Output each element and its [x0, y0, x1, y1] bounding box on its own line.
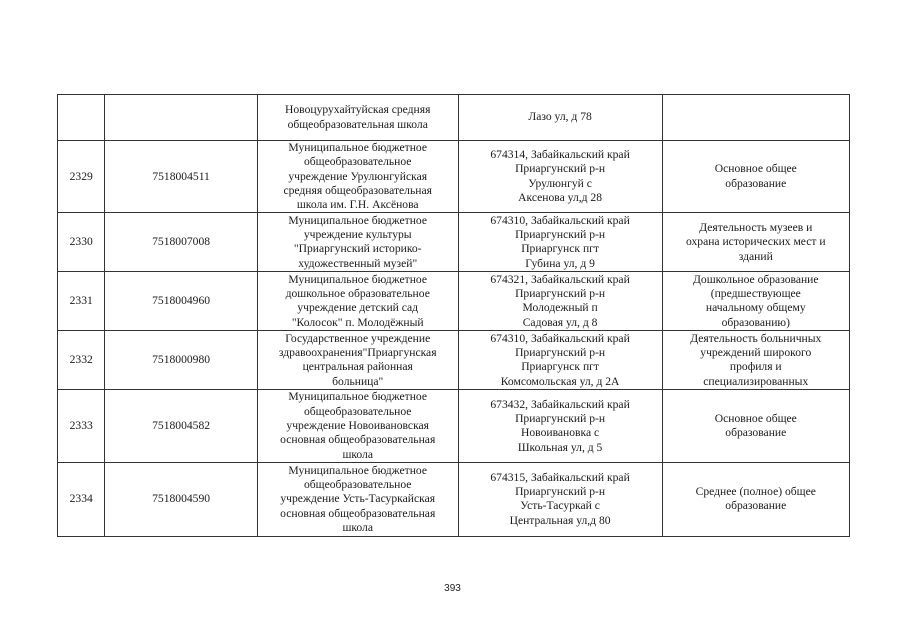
page-number: 393 [444, 583, 461, 594]
activity-line: Основное общее [714, 162, 797, 176]
row-number-cell [58, 95, 105, 141]
activity-line: Основное общее [714, 411, 797, 425]
organization-name-cell [257, 331, 458, 390]
activity-line: учреждений широкого [700, 346, 812, 360]
address-line: Приаргунский р-н [515, 411, 606, 425]
organization-name-line: основная общеобразовательная [280, 433, 436, 447]
inn-cell: 7518000980 [105, 331, 257, 390]
address-cell [458, 141, 662, 213]
organization-name-line: здравоохранения"Приаргунская [278, 346, 437, 360]
row-number-cell: 2334 [58, 462, 105, 536]
organization-name-line: Муниципальное бюджетное [288, 390, 427, 404]
organization-name-line: больница" [332, 374, 384, 388]
activity-cell [662, 95, 849, 141]
activity-cell [662, 141, 849, 213]
table-row [58, 95, 850, 141]
inn-cell: 7518007008 [105, 213, 257, 272]
address-line: Комсомольская ул, д 2А [500, 374, 620, 388]
address-line: Центральная ул,д 80 [509, 513, 611, 527]
organization-name-line: Муниципальное бюджетное [288, 463, 427, 477]
organizations-table [57, 94, 850, 537]
organization-name-line: школа им. Г.Н. Аксёнова [296, 198, 419, 212]
activity-line: образование [725, 176, 787, 190]
organization-name-line: учреждение детский сад [297, 301, 419, 315]
organization-name-cell [257, 213, 458, 272]
organization-name-line: учреждение Новоивановская [286, 419, 430, 433]
address-line: Молодежный п [522, 301, 598, 315]
table-body [58, 95, 850, 537]
activity-cell [662, 272, 849, 331]
table-row [58, 331, 850, 390]
activity-line: охрана исторических мест и [685, 235, 826, 249]
table-row [58, 462, 850, 536]
table-row [58, 141, 850, 213]
organization-name-line: Муниципальное бюджетное [288, 272, 427, 286]
activity-cell [662, 213, 849, 272]
organization-name-line: школа [342, 520, 373, 534]
address-line: Приаргунский р-н [515, 485, 606, 499]
organization-name-line: центральная районная [302, 360, 413, 374]
address-cell [458, 95, 662, 141]
address-line: Приаргунский р-н [515, 287, 606, 301]
address-line: Приаргунский р-н [515, 162, 606, 176]
organization-name-line: художественный музей" [298, 256, 418, 270]
organization-name-line: учреждение культуры [303, 228, 412, 242]
address-cell [458, 331, 662, 390]
activity-line: образованию) [721, 315, 790, 329]
organization-name-line: учреждение Урулюнгуйская [288, 169, 428, 183]
organization-name-line: общеобразовательное [303, 155, 412, 169]
table-row [58, 272, 850, 331]
inn-cell: 7518004582 [105, 390, 257, 462]
organization-name-line: школа [342, 447, 373, 461]
organization-name-line: дошкольное образовательное [285, 287, 430, 301]
inn-cell: 7518004511 [105, 141, 257, 213]
organization-name-line: общеобразовательное [303, 478, 412, 492]
activity-line: Деятельность музеев и [699, 221, 813, 235]
inn-cell [105, 95, 257, 141]
address-line: Губина ул, д 9 [525, 256, 595, 270]
organization-name-line: учреждение Усть-Тасуркайская [280, 492, 436, 506]
activity-cell [662, 390, 849, 462]
organization-name-cell [257, 141, 458, 213]
row-number-cell: 2330 [58, 213, 105, 272]
address-line: Приаргунский р-н [515, 346, 606, 360]
activity-line: специализированных [703, 374, 809, 388]
organization-name-cell [257, 390, 458, 462]
address-line: Садовая ул, д 8 [522, 315, 598, 329]
row-number-cell: 2333 [58, 390, 105, 462]
table-row [58, 213, 850, 272]
activity-line: образование [725, 499, 787, 513]
address-line: 674321, Забайкальский край [490, 272, 630, 286]
activity-line: начальному общему [705, 301, 806, 315]
row-number-cell: 2332 [58, 331, 105, 390]
organization-name-line: Муниципальное бюджетное [288, 213, 427, 227]
address-line: 674315, Забайкальский край [490, 470, 630, 484]
activity-line: Дошкольное образование [692, 272, 819, 286]
table-row [58, 390, 850, 462]
organization-name-line: общеобразовательная школа [287, 117, 428, 131]
address-line: Усть-Тасуркай с [520, 499, 600, 513]
activity-line: профиля и [729, 360, 782, 374]
address-line: Школьная ул, д 5 [517, 440, 603, 454]
address-line: 674314, Забайкальский край [490, 148, 630, 162]
organization-name-line: основная общеобразовательная [280, 506, 436, 520]
organization-name-cell [257, 272, 458, 331]
address-line: 674310, Забайкальский край [490, 331, 630, 345]
address-line: Приаргунск пгт [521, 360, 599, 374]
address-line: Приаргунский р-н [515, 228, 606, 242]
activity-cell [662, 331, 849, 390]
address-cell [458, 390, 662, 462]
address-line: 673432, Забайкальский край [490, 397, 630, 411]
activity-line: образование [725, 426, 787, 440]
row-number-cell: 2329 [58, 141, 105, 213]
address-line: Урулюнгуй с [528, 176, 592, 190]
organization-name-line: Новоцурухайтуйская средняя [285, 103, 431, 117]
address-cell [458, 213, 662, 272]
organization-name-line: средняя общеобразовательная [283, 183, 432, 197]
organization-name-line: "Колосок" п. Молодёжный [291, 315, 424, 329]
activity-line: Среднее (полное) общее [695, 485, 816, 499]
activity-line: зданий [738, 249, 773, 263]
address-line: Приаргунск пгт [521, 242, 599, 256]
address-cell [458, 462, 662, 536]
activity-cell [662, 462, 849, 536]
organization-name-line: "Приаргунский историко- [293, 242, 422, 256]
address-line: 674310, Забайкальский край [490, 213, 630, 227]
activity-line: Деятельность больничных [690, 331, 822, 345]
organization-name-cell [257, 462, 458, 536]
row-number-cell: 2331 [58, 272, 105, 331]
organization-name-line: Государственное учреждение [285, 331, 431, 345]
organization-name-line: общеобразовательное [303, 404, 412, 418]
organization-name-cell [257, 95, 458, 141]
address-line: Аксенова ул,д 28 [518, 191, 603, 205]
activity-line: (предшествующее [710, 287, 801, 301]
inn-cell: 7518004960 [105, 272, 257, 331]
address-line: Новоивановка с [521, 426, 600, 440]
inn-cell: 7518004590 [105, 462, 257, 536]
address-cell [458, 272, 662, 331]
address-line: Лазо ул, д 78 [528, 110, 592, 124]
organization-name-line: Муниципальное бюджетное [288, 141, 427, 154]
